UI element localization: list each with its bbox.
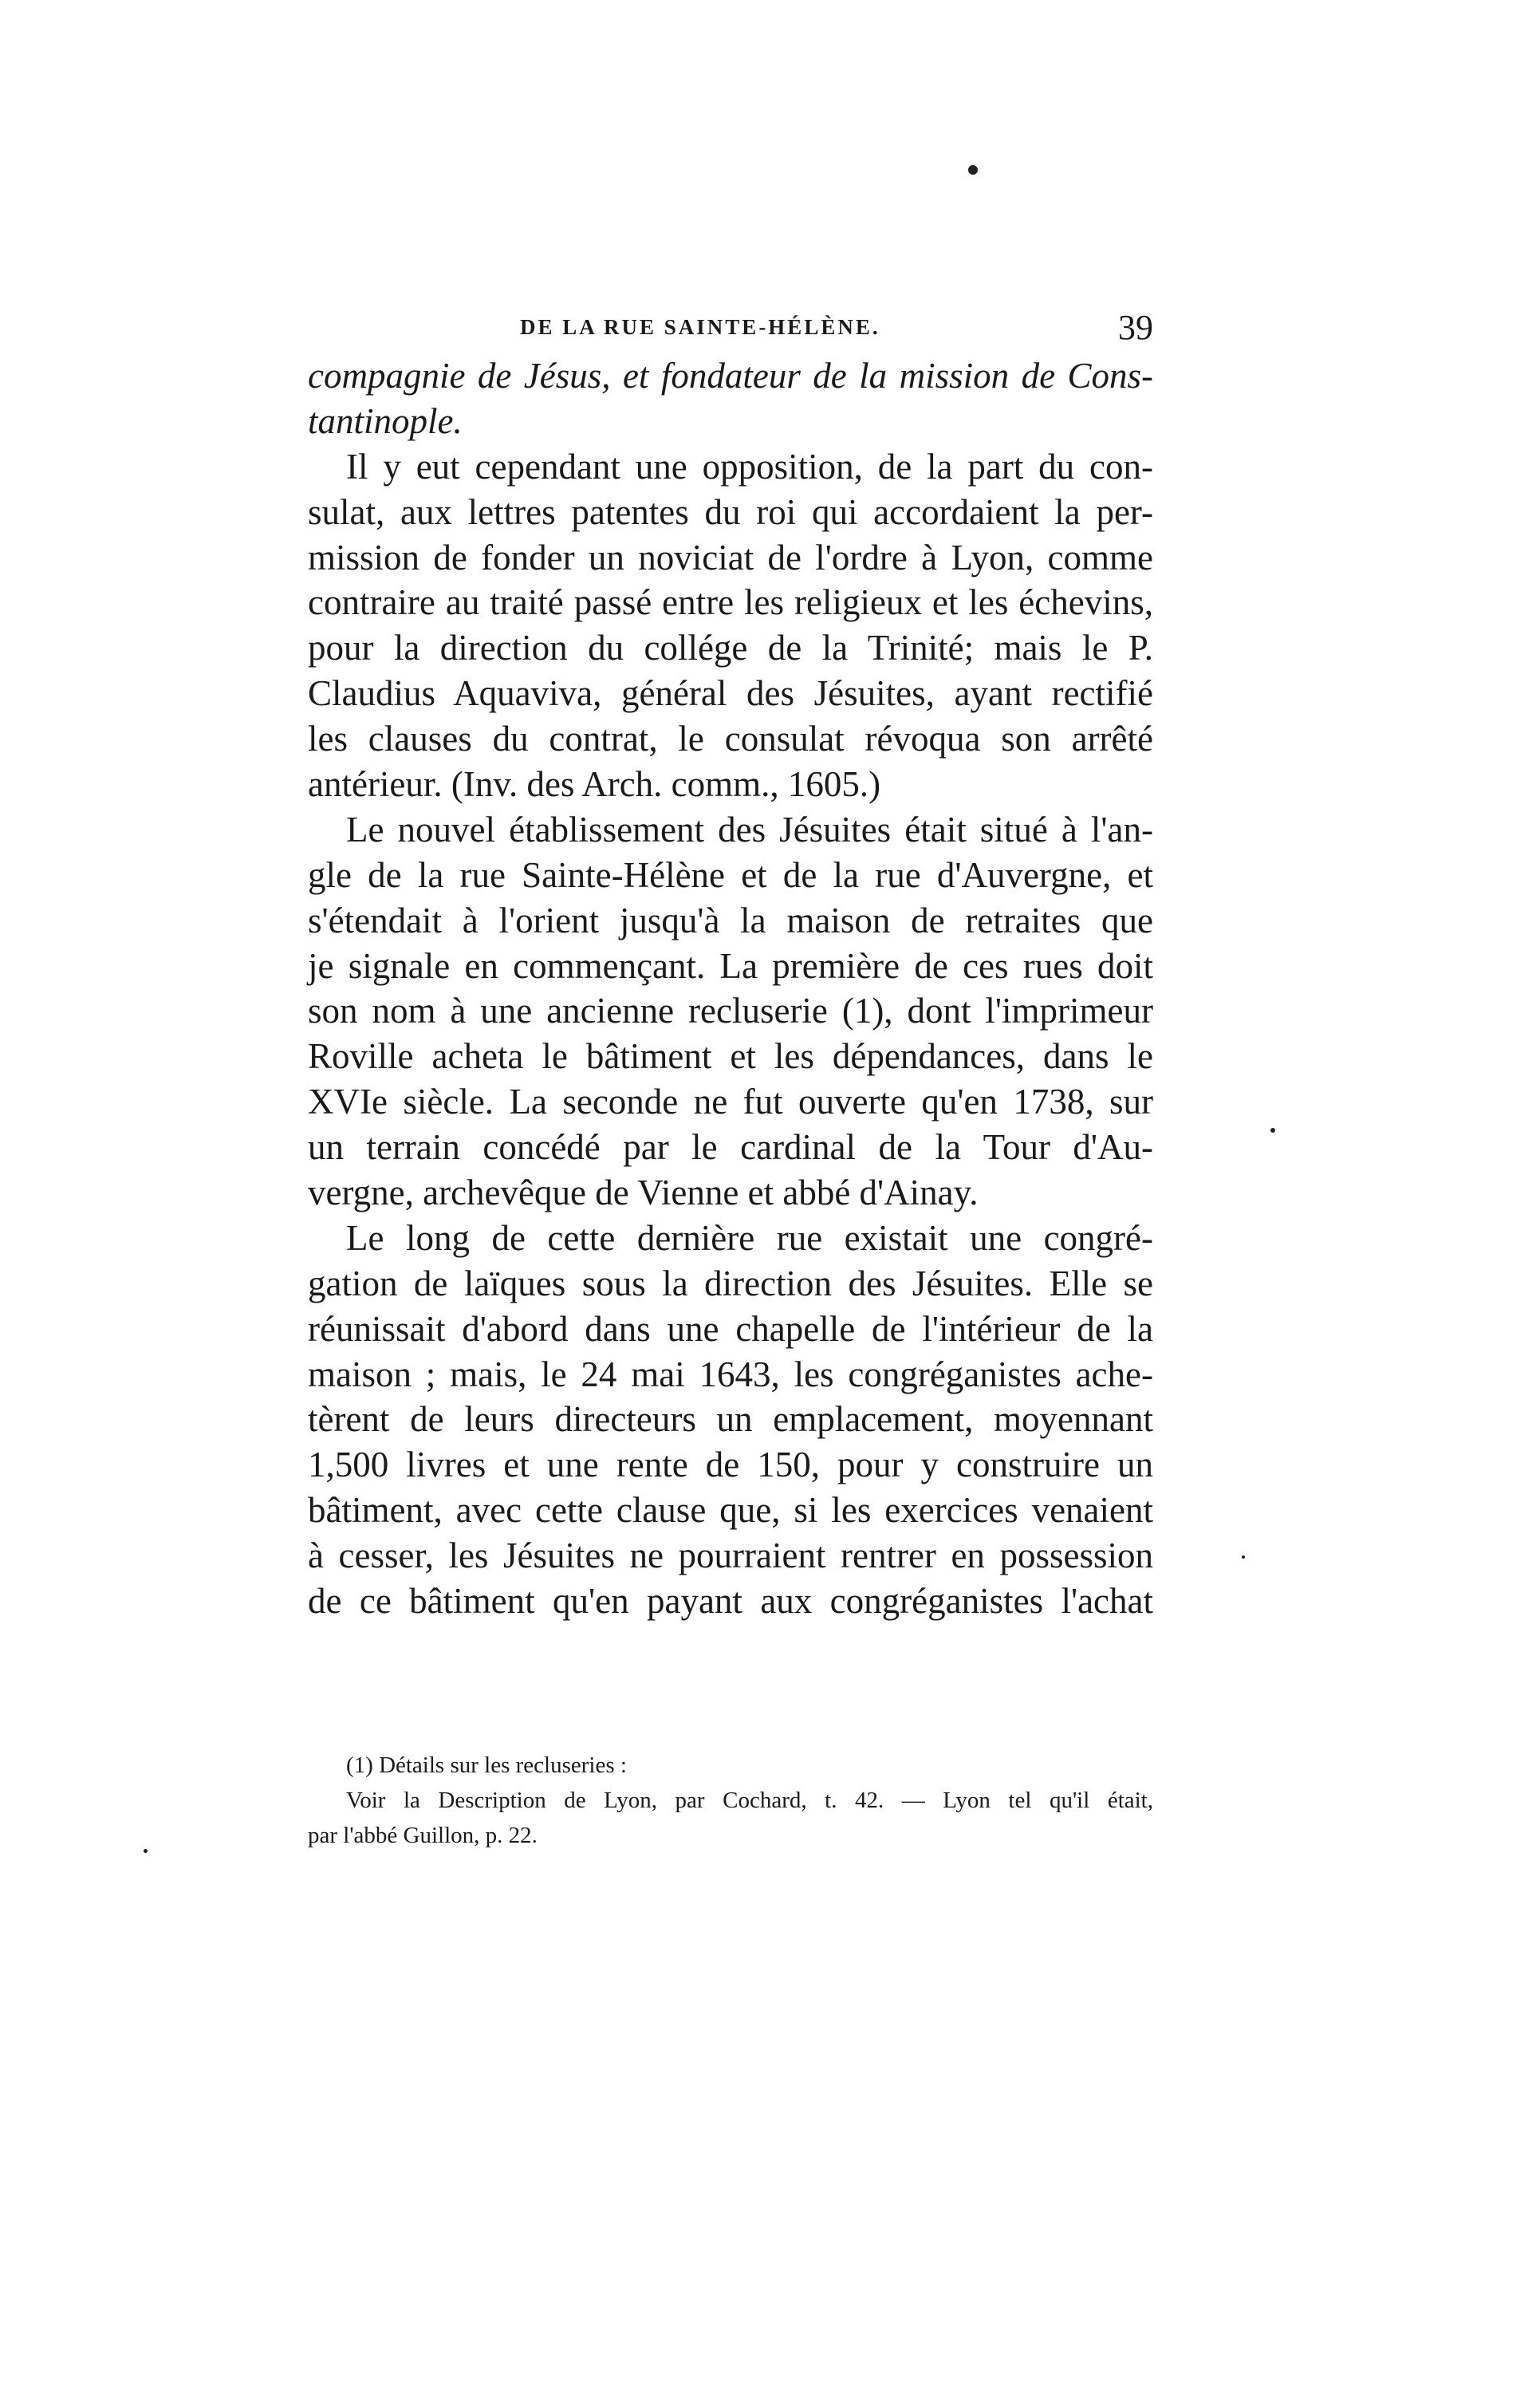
footnote-line: Voir la Description de Lyon, par Cochard, t. 42. — Lyon tel qu'il était, (346, 1788, 1153, 1813)
ink-speck (1242, 1555, 1245, 1559)
text-line: tantinople. (308, 400, 463, 441)
ink-speck (1270, 1128, 1275, 1133)
text-line: vergne, archevêque de Vienne et abbé d'Ainay. (308, 1173, 979, 1213)
text-line: je signale en commençant. La première de ces rues doit (308, 945, 1153, 986)
text-line: pour la direction du collége de la Trinité; mais le P. (308, 628, 1153, 668)
text-line: Il y eut cependant une opposition, de la part du con- (346, 446, 1153, 487)
text-line: Roville acheta le bâtiment et les dépendances, dans le (308, 1036, 1153, 1077)
footnotes (308, 1751, 1153, 1851)
text-line: réunissait d'abord dans une chapelle de l'intérieur de la (308, 1308, 1153, 1349)
text-line: 1,500 livres et une rente de 150, pour y construire un (308, 1445, 1153, 1485)
text-line: Le nouvel établissement des Jésuites était situé à l'an- (346, 809, 1153, 850)
text-line: antérieur. (Inv. des Arch. comm., 1605.) (308, 764, 881, 805)
text-line: à cesser, les Jésuites ne pourraient rentrer en possession (308, 1536, 1153, 1576)
text-line: mission de fonder un noviciat de l'ordre à Lyon, comme (308, 537, 1153, 578)
text-line: Le long de cette dernière rue existait une congré- (346, 1217, 1153, 1258)
text-line: s'étendait à l'orient jusqu'à la maison de retraites que (308, 900, 1153, 940)
text-line: contraire au traité passé entre les religieux et les échevins, (308, 582, 1153, 623)
text-line: bâtiment, avec cette clause que, si les exercices venaient (308, 1490, 1153, 1531)
body-text (308, 353, 1153, 1624)
text-line: maison ; mais, le 24 mai 1643, les congréganistes ache- (308, 1354, 1153, 1394)
running-title: DE LA RUE SAINTE-HÉLÈNE. (520, 315, 880, 339)
text-line: de ce bâtiment qu'en payant aux congréganistes l'achat (308, 1581, 1153, 1622)
text-line: un terrain concédé par le cardinal de la Tour d'Au- (308, 1127, 1153, 1168)
text-line: compagnie de Jésus, et fondateur de la mission de Cons- (308, 356, 1153, 396)
text-line: les clauses du contrat, le consulat révoqua son arrêté (308, 719, 1153, 759)
text-line: gle de la rue Sainte-Hélène et de la rue d'Auvergne, et (308, 854, 1153, 895)
page-header (308, 307, 1153, 355)
text-line: tèrent de leurs directeurs un emplacement, moyennant (308, 1399, 1153, 1440)
ink-speck (968, 165, 978, 175)
ink-speck (144, 1849, 148, 1853)
text-line: XVIe siècle. La seconde ne fut ouverte qu'en 1738, sur (308, 1082, 1153, 1122)
page-number: 39 (1118, 308, 1153, 347)
footnote-line: (1) Détails sur les recluseries : (346, 1752, 627, 1778)
text-line: son nom à une ancienne recluserie (1), dont l'imprimeur (308, 991, 1153, 1031)
text-line: gation de laïques sous la direction des Jésuites. Elle se (308, 1263, 1153, 1303)
text-line: sulat, aux lettres patentes du roi qui accordaient la per- (308, 491, 1153, 532)
text-line: Claudius Aquaviva, général des Jésuites, ayant rectifié (308, 673, 1153, 714)
footnote-line: par l'abbé Guillon, p. 22. (308, 1823, 538, 1848)
